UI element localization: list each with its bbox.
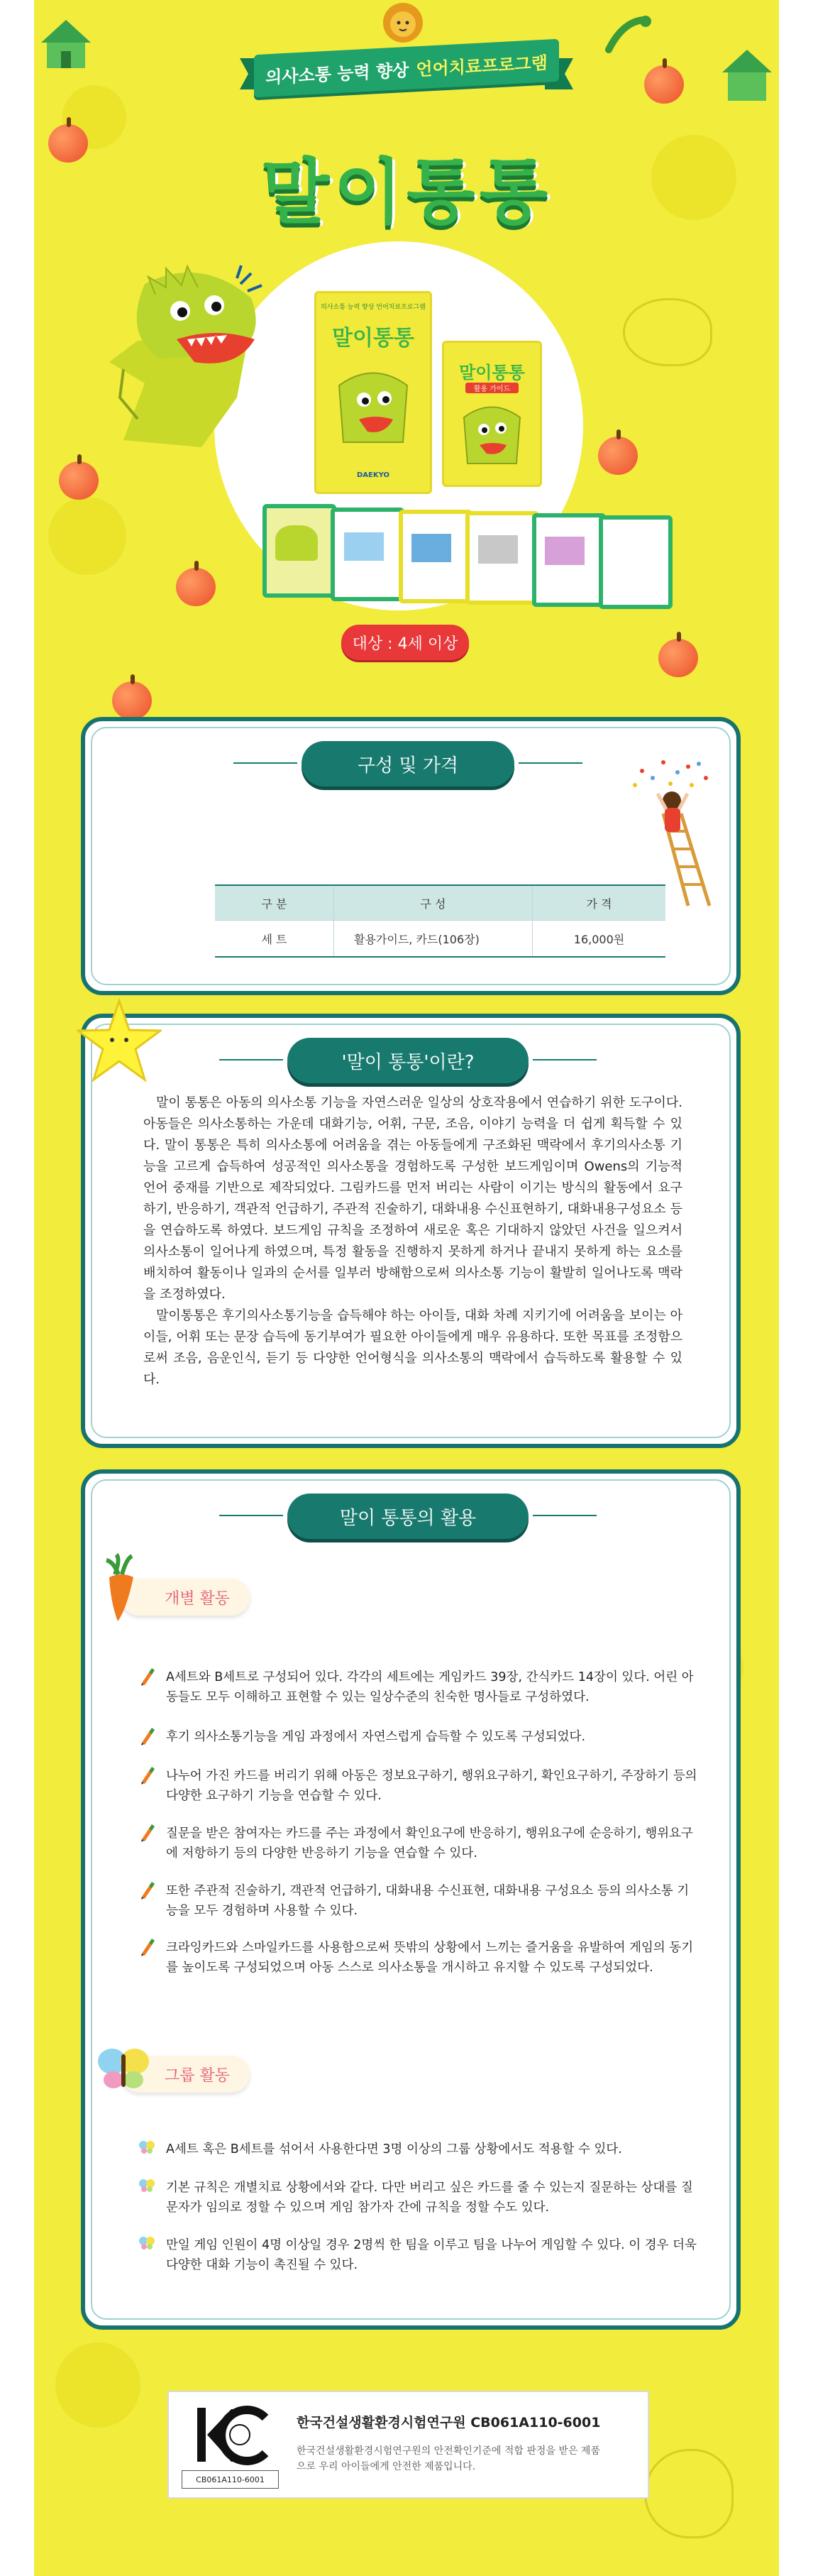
item-text: 질문을 받은 참여자는 카드를 주는 과정에서 확인요구에 반응하기, 행위요구에 순응하기, 행위요구에 저항하기 등의 다양한 반응하기 기능을 연습할 수 있다. — [166, 1826, 693, 1860]
list-item — [138, 1667, 698, 1707]
apple-icon — [598, 437, 638, 475]
guide-book — [442, 341, 542, 487]
usage-heading: 말이 통통의 활용 — [287, 1493, 529, 1539]
house-sketch-icon — [644, 2449, 734, 2538]
about-paragraph: 말이 통통은 아동의 의사소통 기능을 자연스러운 일상의 상호작용에서 연습하기 위한 도구이다. 아동들은 의사소통하는 가운데 대화기능, 어휘, 구문, 조음, 이야기 능력을 더 쉽게 획득할 수 있다. 말이 통통은 특히 의사소통에 어려움을 겪는 아동들에게 구조화된 맥락에서 후기의사소통 기능을 고르게 습득하여 성공적인 의사소통을 경험하도록 구성한 보드게임이며 Owens의 기능적 언어 중재를 기반으로 제작되었다. 그림카드를 먼저 버리는 사람이 이기는 방식의 활동에서 요구하기, 반응하기, 객관적 언급하기, 주관적 진술하기, 대화내용 수신표현하기, 대화내용구성요소 등을 연습하도록 하였다. 보드게임 규칙을 조정하여 새로운 혹은 기대하지 않았던 사건을 일으켜서 의사소통이 일어나게 하였으며, 특정 활동을 진행하지 못하게 하거나 끝내지 못하게 하는 요소를 배치하여 활동이나 일과의 순서를 일부러 방해함으로써 의사소통 기능이 활발히 일어나도록 맥락을 조정하였다. — [143, 1095, 682, 1302]
apple-icon — [176, 568, 216, 606]
banner-text: 의사소통 능력 향상 — [265, 60, 409, 87]
apple-icon — [658, 639, 698, 677]
list-item — [138, 1938, 698, 1978]
apple-icon — [59, 461, 99, 500]
box-title: 말이통통 — [332, 326, 414, 351]
dinosaur-puppet-icon — [95, 256, 272, 461]
table-row — [215, 921, 665, 958]
program-banner — [240, 40, 573, 99]
kc-code-label: CB061A110-6001 — [182, 2470, 279, 2489]
apple-icon — [644, 65, 684, 104]
list-item — [138, 1727, 698, 1747]
kc-certification — [167, 2391, 649, 2499]
dinosaur-icon — [458, 400, 526, 467]
product-title: 말이통통 — [260, 150, 553, 234]
usage-panel — [81, 1469, 741, 2330]
pencil-icon — [138, 1766, 156, 1786]
product-detail-page — [34, 0, 779, 2576]
bg-blob — [55, 2342, 140, 2428]
item-text: 후기 의사소통기능을 게임 과정에서 자연스럽게 습득할 수 있도록 구성되었다. — [166, 1730, 586, 1744]
bowl-card-icon — [545, 537, 585, 565]
table-cell: 세 트 — [215, 921, 334, 958]
pencil-icon — [138, 1881, 156, 1901]
bus-card-icon — [411, 534, 451, 562]
about-text — [143, 1092, 682, 1391]
target-age-badge: 대상 : 4세 이상 — [341, 625, 469, 660]
col-header: 구 분 — [215, 885, 334, 921]
product-box — [314, 291, 432, 494]
giraffe-icon — [602, 14, 658, 57]
item-text: 기본 규칙은 개별치료 상황에서와 같다. 다만 버리고 싶은 카드를 줄 수 있는지 질문하는 상대를 질문자가 임의로 정할 수 있으며 게임 참가자 간에 규칙을 정할 수도 있다. — [166, 2181, 693, 2215]
apple-icon — [112, 681, 152, 720]
pencil-icon — [138, 1824, 156, 1843]
butterfly-bullet-icon — [138, 2139, 156, 2159]
publisher-logo: DAEKYO — [356, 471, 389, 479]
about-panel — [81, 1014, 741, 1448]
list-item — [138, 2178, 698, 2218]
list-item — [138, 1881, 698, 1921]
table-cell: 16,000원 — [533, 921, 666, 958]
guide-subtitle: 활용 가이드 — [465, 383, 519, 393]
bag-card-icon — [478, 535, 518, 564]
table-header-row — [215, 885, 665, 921]
item-text: 나누어 가진 카드를 버리기 위해 아동은 정보요구하기, 행위요구하기, 확인요구하기, 주장하기 등의 다양한 요구하기 기능을 연습할 수 있다. — [166, 1769, 697, 1803]
item-text: 크라잉카드와 스마일카드를 사용함으로써 뜻밖의 상황에서 느끼는 즐거움을 유발하여 게임의 동기를 높이도록 구성되었으며 아동 스스로 의사소통을 개시하고 유지할 수 있도록 구성되었다. — [166, 1941, 694, 1975]
house-icon — [34, 14, 98, 71]
col-header: 가 격 — [533, 885, 666, 921]
butterfly-bullet-icon — [138, 2235, 156, 2255]
pencil-icon — [138, 1938, 156, 1958]
pencil-icon — [138, 1727, 156, 1747]
list-item — [138, 2235, 698, 2275]
individual-activity-label: 개별 활동 — [121, 1579, 250, 1616]
house-icon — [715, 43, 779, 106]
kc-mark-icon — [187, 2402, 272, 2467]
about-heading: '말이 통통'이란? — [287, 1038, 529, 1083]
bg-blob — [48, 497, 126, 575]
giraffe-sketch-icon — [623, 298, 712, 366]
price-table — [215, 884, 665, 958]
table-cell: 활용가이드, 카드(106장) — [334, 921, 533, 958]
kc-title: 한국건설생활환경시험연구원 CB061A110-6001 — [297, 2415, 601, 2430]
star-icon — [77, 997, 162, 1090]
item-text: 만일 게임 인원이 4명 이상일 경우 2명씩 한 팀을 이루고 팀을 나누어 게임할 수 있다. 이 경우 더욱 다양한 대화 기능이 촉진될 수 있다. — [166, 2238, 697, 2272]
pencil-icon — [138, 1667, 156, 1687]
list-item — [138, 1766, 698, 1806]
kc-description: 한국건설생활환경시험연구원의 안전확인기준에 적합 판정을 받은 제품으로 우리 아이들에게 안전한 제품입니다. — [297, 2445, 600, 2472]
item-text: A세트 혹은 B세트를 섞어서 사용한다면 3명 이상의 그룹 상황에서도 적용할 수 있다. — [166, 2142, 622, 2156]
about-paragraph: 말이통통은 후기의사소통기능을 습득해야 하는 아이들, 대화 차례 지키기에 어려움을 보이는 아이들, 어휘 또는 문장 습득에 동기부여가 필요한 아이들에게 매우 유용하다. 또한 목표를 조정함으로써 조음, 음운인식, 듣기 등 다양한 언어형식을 의사소통의 맥락에서 습득하도록 활용할 수 있다. — [143, 1308, 682, 1387]
box-subtitle: 의사소통 능력 향상 언어치료프로그램 — [321, 304, 426, 311]
composition-heading: 구성 및 가격 — [302, 741, 514, 786]
game-card — [599, 515, 673, 609]
item-text: 또한 주관적 진술하기, 객관적 언급하기, 대화내용 수신표현, 대화내용 구성요소 등의 의사소통 기능을 모두 경험하며 사용할 수 있다. — [166, 1884, 690, 1918]
carrot-icon — [101, 1553, 143, 1624]
col-header: 구 성 — [334, 885, 533, 921]
dinosaur-card-icon — [275, 525, 318, 561]
list-item — [138, 1824, 698, 1863]
composition-panel — [81, 717, 741, 995]
butterfly-icon — [95, 2041, 152, 2098]
banner-highlight: 언어치료프로그램 — [416, 53, 548, 80]
item-text: A세트와 B세트로 구성되어 있다. 각각의 세트에는 게임카드 39장, 간식카드 14장이 있다. 어린 아동들도 모두 이해하고 표현할 수 있는 일상수준의 친숙한 명사들로 구성하였다. — [166, 1670, 694, 1704]
list-item — [138, 2139, 698, 2159]
dinosaur-icon — [332, 364, 414, 449]
guide-title: 말이통통 — [459, 363, 525, 383]
group-activity-label: 그룹 활동 — [121, 2056, 250, 2093]
butterfly-bullet-icon — [138, 2178, 156, 2198]
train-card-icon — [344, 532, 384, 561]
